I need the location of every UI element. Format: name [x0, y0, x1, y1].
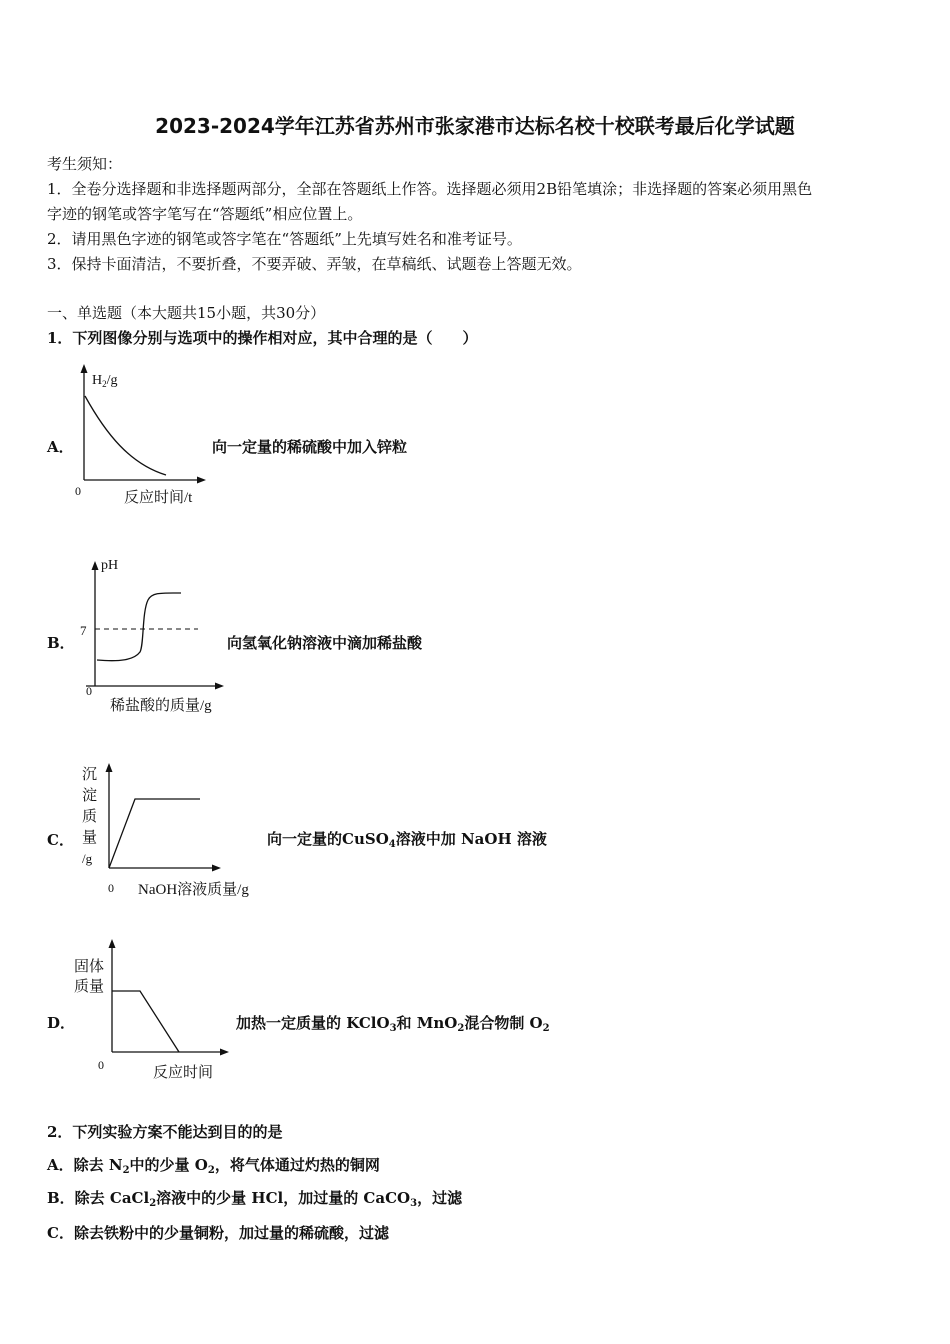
y-axis-arrow — [109, 939, 116, 948]
section-heading: 一、单选题（本大题共15小题，共30分） — [47, 304, 326, 322]
y-axis-label: pH — [101, 558, 119, 573]
option-b-label: B． — [47, 634, 75, 652]
notice-line: 2．请用黑色字迹的钢笔或答字笔在“答题纸”上先填写姓名和准考证号。 — [47, 230, 522, 248]
option-c-text: 向一定量的CuSO$_4$溶液中加 NaOH 溶液 — [267, 830, 547, 850]
curve-b — [97, 593, 181, 661]
origin-label: 0 — [86, 684, 92, 698]
curve-c — [109, 799, 200, 868]
question-1-stem: 1．下列图像分别与选项中的操作相对应，其中合理的是（ ） — [47, 329, 478, 347]
x-axis-label: 反应时间 — [153, 1065, 214, 1081]
curve-a — [85, 396, 166, 475]
page-title: 2023-2024学年江苏省苏州市张家港市达标名校十校联考最后化学试题 — [155, 114, 795, 138]
x-axis-label: 稀盐酸的质量/g — [110, 698, 212, 714]
y-axis-label: /g — [82, 851, 93, 866]
option-c-label: C． — [47, 831, 74, 849]
option-a-text: 向一定量的稀硫酸中加入锌粒 — [212, 438, 408, 456]
x-axis-arrow — [197, 477, 206, 484]
origin-label: 0 — [108, 881, 114, 895]
x-axis-arrow — [212, 865, 221, 872]
graph-a — [68, 362, 218, 512]
x-axis-arrow — [220, 1049, 229, 1056]
origin-label: 0 — [75, 484, 81, 498]
option-a-label: A． — [47, 438, 74, 456]
y-axis-label: 质 — [82, 809, 98, 825]
y-axis-arrow — [106, 763, 113, 772]
tick-7: 7 — [80, 623, 87, 638]
option-d-label: D． — [47, 1014, 76, 1032]
y-axis-label: 淀 — [82, 788, 98, 804]
x-axis-arrow — [215, 683, 224, 690]
curve-d — [112, 991, 179, 1052]
y-axis-label: $H_2/g$ — [92, 373, 118, 389]
y-axis-label: 固体 — [74, 959, 105, 975]
origin-label: 0 — [98, 1058, 104, 1072]
y-axis-label: 沉 — [82, 767, 98, 783]
graph-d — [70, 936, 240, 1088]
question-2-stem: 2．下列实验方案不能达到目的的是 — [47, 1123, 283, 1141]
notice-heading: 考生须知： — [47, 155, 123, 173]
x-axis-label: NaOH溶液质量/g — [138, 882, 249, 898]
y-axis-label: 质量 — [74, 979, 105, 995]
notice-line: 1．全卷分选择题和非选择题两部分，全部在答题纸上作答。选择题必须用2B铅笔填涂；非选择题的答案必须用黑色 — [47, 180, 813, 198]
graph-b — [68, 552, 238, 720]
y-axis-arrow — [92, 561, 99, 570]
option-b-text: 向氢氧化钠溶液中滴加稀盐酸 — [227, 634, 423, 652]
y-axis-label: 量 — [82, 830, 98, 846]
graph-c — [70, 758, 270, 904]
option-d-text: 加热一定质量的 KClO$_3$和 MnO$_2$混合物制 $O_2$ — [236, 1014, 550, 1034]
y-axis-arrow — [81, 364, 88, 373]
question-2-option-a: A．除去 $N_2$中的少量 $O_2$，将气体通过灼热的铜网 — [47, 1156, 380, 1176]
notice-line: 3．保持卡面清洁，不要折叠，不要弄破、弄皱，在草稿纸、试题卷上答题无效。 — [47, 255, 582, 273]
x-axis-label: 反应时间/t — [124, 490, 193, 506]
notice-line: 字迹的钢笔或答字笔写在“答题纸”相应位置上。 — [47, 205, 363, 223]
question-2-option-b: B．除去 CaCl$_2$溶液中的少量 HCl，加过量的 CaCO$_3$，过滤 — [47, 1189, 463, 1209]
question-2-option-c: C．除去铁粉中的少量铜粉，加过量的稀硫酸，过滤 — [47, 1224, 389, 1242]
